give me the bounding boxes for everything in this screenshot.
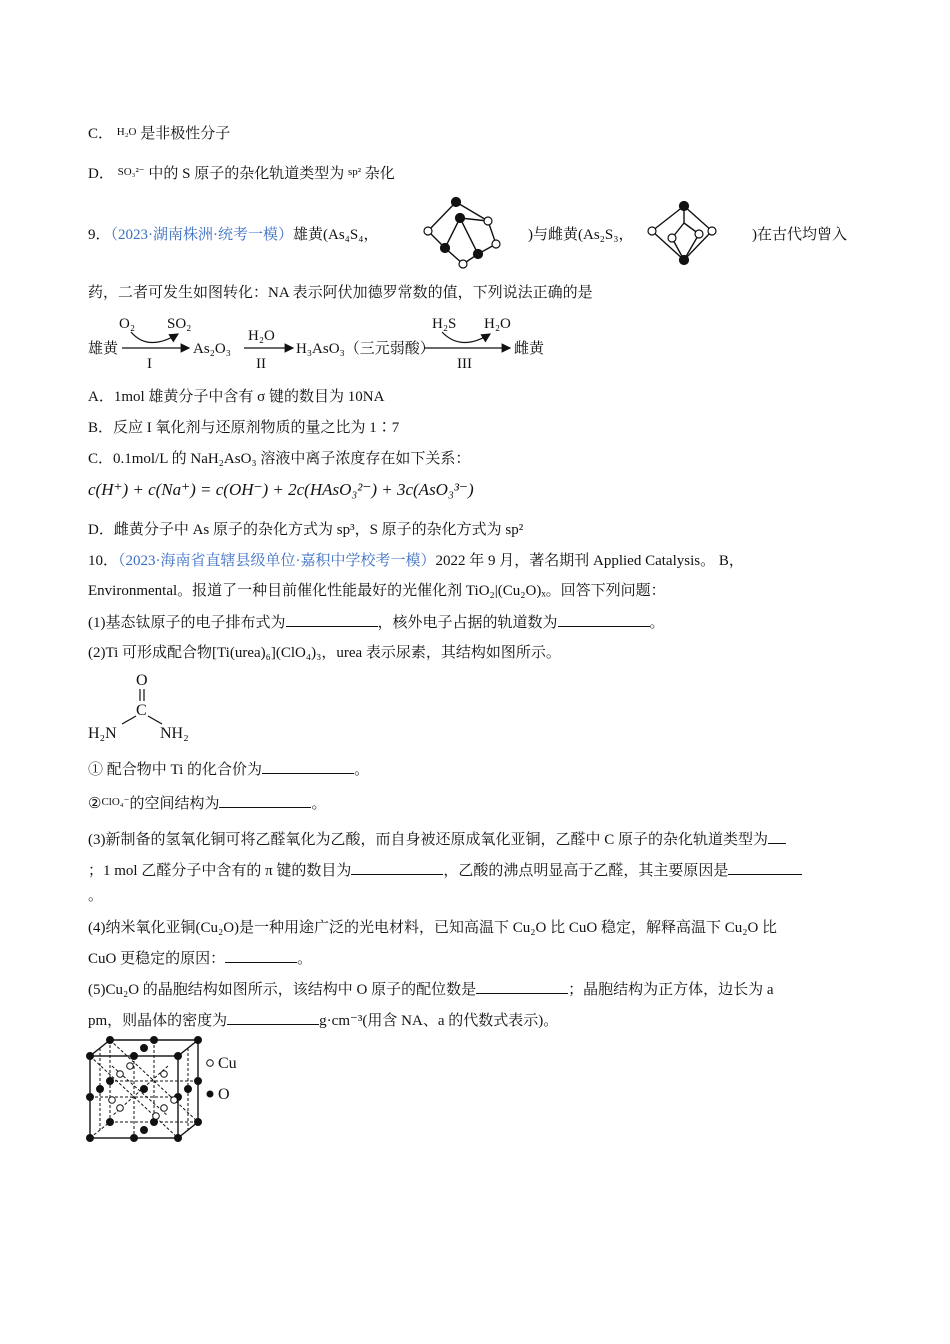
answer-blank[interactable] (558, 612, 650, 627)
answer-blank[interactable] (351, 860, 443, 875)
q10-part4-line1: (4)纳米氧化亚铜(Cu₂O)是一种用途广泛的光电材料，已知高温下 Cu₂O 比 CuO 稳定，解释高温下 Cu₂O 比 (88, 920, 778, 936)
q10-part3-line2: ；1 mol 乙醛分子中含有的 π 键的数目为 ，乙酸的沸点明显高于乙醛，其主要原因是 (88, 860, 802, 881)
q8-option-d: D． $^{SO_3^{2-}}$ 中的 S 原子的杂化轨道类型为 $^{sp^2}$ 杂化 (88, 166, 395, 182)
q10-part5-line2: pm，则晶体的密度为 g·cm⁻³(用含 NA、a 的代数式表示)。 (88, 1010, 558, 1031)
cu2o-unit-cell-image (86, 1036, 256, 1142)
scheme-o2: O₂ (119, 316, 136, 332)
q10-part2: (2)Ti 可形成配合物[Ti(urea)₆](ClO₄)₃，urea 表示尿素，其结构如图所示。 (88, 645, 561, 661)
q10-part3-line3: 。 (88, 888, 104, 904)
orpiment-structure-image (642, 198, 722, 268)
scheme-so2: SO₂ (167, 316, 192, 332)
q8-option-c: C． $^{H_2O}$ 是非极性分子 (88, 126, 231, 142)
q9-stem-line1c: )在古代均曾入 (752, 227, 847, 243)
q10-part2-1: ① 配合物中 Ti 的化合价为 。 (88, 759, 369, 780)
scheme-end: 雌黄 (514, 341, 545, 357)
urea-o: O (136, 672, 148, 689)
answer-blank[interactable] (476, 979, 568, 994)
answer-blank[interactable] (728, 860, 802, 875)
h2o-formula: H₂O (116, 126, 137, 138)
q9-option-d: D．雌黄分子中 As 原子的杂化方式为 sp³，S 原子的杂化方式为 sp² (88, 522, 524, 538)
urea-c: C (136, 702, 147, 719)
q10-source: （2023·海南省直辖县级单位·嘉积中学校考一模） (118, 553, 436, 569)
scheme-h2o-end: H₂O (484, 316, 511, 332)
scheme-step1: I (147, 356, 152, 372)
q10-part1: (1)基态钛原子的电子排布式为 ，核外电子占据的轨道数为 。 (88, 612, 665, 633)
q9-option-a: A．1mol 雄黄分子中含有 σ 键的数目为 10NA (88, 389, 385, 405)
answer-blank[interactable] (227, 1010, 319, 1025)
q10-stem-line2: Environmental。报道了一种目前催化性能最好的光催化剂 TiO₂|(Cu₂O)ₓ。回答下列问题： (88, 583, 666, 599)
scheme-h3aso3: H₃AsO₃（三元弱酸） (296, 341, 435, 357)
q9-option-b: B．反应 I 氧化剂与还原剂物质的量之比为 1∶7 (88, 420, 400, 436)
q9-reaction-scheme (86, 310, 556, 376)
urea-left: H₂N (88, 725, 117, 742)
answer-blank[interactable] (286, 612, 378, 627)
scheme-step2: II (256, 356, 266, 372)
legend-cu: Cu (218, 1055, 237, 1072)
scheme-as2o3: As₂O₃ (193, 341, 231, 357)
q10-part4-line2: CuO 更稳定的原因： 。 (88, 948, 312, 969)
q10-part5-line1: (5)Cu₂O 的晶胞结构如图所示，该结构中 O 原子的配位数是 ；晶胞结构为正方体，边长为 a (88, 979, 774, 1000)
q9-stem-line1: 9．（2023·湖南株洲·统考一模）雄黄(As₄S₄， (88, 227, 379, 243)
q9-option-c-equation: c(H⁺) + c(Na⁺) = c(OH⁻) + 2c(HAsO₃²⁻) + 3c(AsO₃³⁻) (88, 480, 474, 499)
q9-option-c: C．0.1mol/L 的 NaH₂AsO₃ 溶液中离子浓度存在如下关系： (88, 451, 471, 467)
scheme-h2s: H₂S (432, 316, 457, 332)
cu-legend-icon (207, 1060, 214, 1067)
scheme-h2o-mid: H₂O (248, 328, 275, 344)
urea-structure-image (86, 668, 216, 748)
q9-stem-line2: 药，二者可发生如图转化：NA 表示阿伏加德罗常数的值，下列说法正确的是 (88, 285, 593, 301)
realgar-structure-image (418, 196, 518, 271)
so3-ion-formula: SO₃²⁻ (117, 166, 145, 178)
scheme-step3: III (457, 356, 472, 372)
answer-blank[interactable] (262, 759, 354, 774)
scheme-start: 雄黄 (88, 341, 119, 357)
urea-right: NH₂ (160, 725, 189, 742)
q9-source: （2023·湖南株洲·统考一模） (110, 227, 294, 243)
answer-blank[interactable] (768, 829, 786, 844)
answer-blank[interactable] (225, 948, 297, 963)
answer-blank[interactable] (219, 793, 311, 808)
q10-part2-2: ②$^{ClO_4^-}$的空间结构为 。 (88, 792, 326, 814)
q9-stem-line1b: )与雌黄(As₂S₃， (528, 227, 634, 243)
o-legend-icon (207, 1091, 214, 1098)
clo4-ion-formula: ClO₄⁻ (101, 796, 130, 808)
q10-stem-line1: 10．（2023·海南省直辖县级单位·嘉积中学校考一模）2022 年 9 月，著名期刊 Applied Catalysis。 B， (88, 553, 744, 569)
legend-o: O (218, 1086, 230, 1103)
q10-part3-line1: (3)新制备的氢氧化铜可将乙醛氧化为乙酸，而自身被还原成氧化亚铜，乙醛中 C 原子的杂化轨道类型为 (88, 829, 786, 850)
